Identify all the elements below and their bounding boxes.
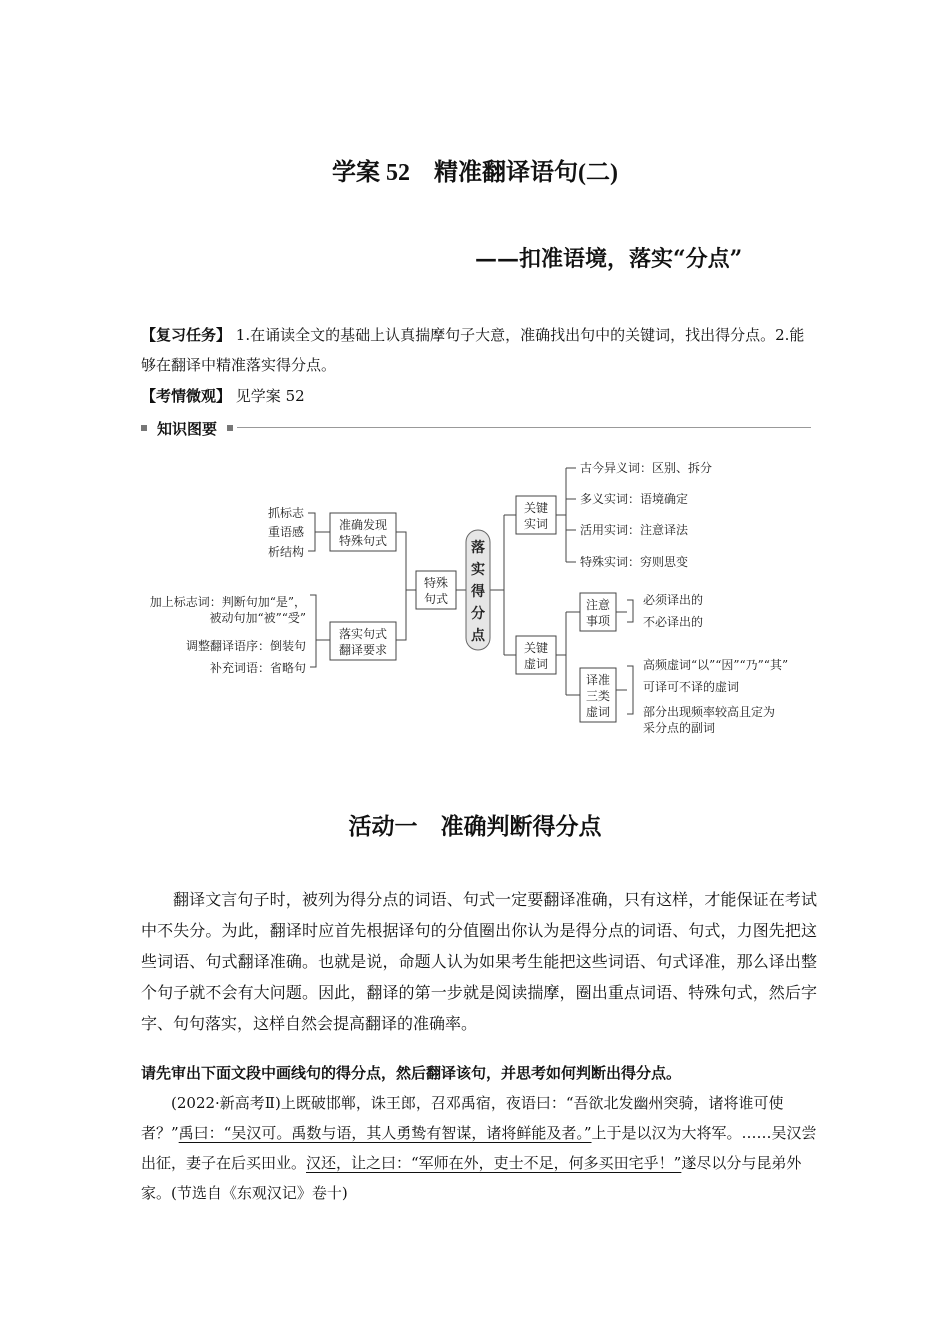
exam-overview-text: 见学案 52 bbox=[235, 387, 305, 405]
node-special-syntax-line2: 句式 bbox=[423, 592, 449, 606]
knowledge-mind-map bbox=[140, 450, 820, 750]
node-key-function-line1: 关键 bbox=[523, 641, 549, 655]
section-label: 知识图要 bbox=[157, 420, 218, 438]
node-key-content-line1: 关键 bbox=[523, 501, 549, 515]
leaf-special-words: 特殊实词：穷则思变 bbox=[580, 555, 689, 569]
section-divider bbox=[237, 427, 811, 428]
exam-overview-label: 【考情微观】 bbox=[141, 387, 232, 405]
review-task-text: 1.在诵读全文的基础上认真揣摩句子大意，准确找出句中的关键词，找出得分点。2.能够在翻译中精准落实得分点。 bbox=[141, 326, 805, 374]
leaf-flexible-use: 活用实词：注意译法 bbox=[580, 523, 689, 537]
leaf-need-not-translate: 不必译出的 bbox=[643, 615, 704, 629]
leaf-adverbs-2: 采分点的副词 bbox=[643, 721, 716, 735]
center-char-4: 分 bbox=[471, 606, 485, 622]
leaf-analyze-structure: 析结构 bbox=[267, 545, 304, 559]
leaf-supplement-words: 补充词语：省略句 bbox=[209, 661, 306, 675]
node-key-content-line2: 实词 bbox=[523, 517, 549, 531]
node-attention-line1: 注意 bbox=[585, 598, 611, 612]
leaf-add-markers-2: 被动句加“被”“受” bbox=[209, 611, 306, 625]
node-implement-syntax-line2: 翻译要求 bbox=[338, 643, 388, 657]
node-three-types-line3: 虚词 bbox=[585, 705, 611, 719]
center-char-5: 点 bbox=[471, 628, 485, 644]
center-char-2: 实 bbox=[471, 562, 485, 578]
leaf-optional: 可译可不译的虚词 bbox=[643, 680, 740, 694]
square-bullet-icon bbox=[141, 425, 147, 431]
node-key-function-line2: 虚词 bbox=[523, 657, 549, 671]
page-title: 学案 52 精准翻译语句(二) bbox=[332, 160, 618, 186]
leaf-polysemy: 多义实词：语境确定 bbox=[580, 492, 689, 506]
leaf-ancient-modern: 古今异义词：区别、拆分 bbox=[580, 461, 713, 475]
passage-text: (2022·新高考Ⅱ)上既破邯郸，诛王郎，召邓禹宿，夜语曰：“吾欲北发幽州突骑，诸将谁可使者？” bbox=[141, 1094, 784, 1142]
page-subtitle: ——扣准语境，落实“分点” bbox=[475, 246, 743, 272]
node-find-special-syntax-line2: 特殊句式 bbox=[338, 534, 388, 548]
review-task-label: 【复习任务】 bbox=[141, 326, 232, 344]
node-attention-line2: 事项 bbox=[585, 614, 611, 628]
node-find-special-syntax-line1: 准确发现 bbox=[338, 518, 388, 532]
leaf-adjust-order: 调整翻译语序：倒装句 bbox=[185, 639, 306, 653]
passage-text: 遂尽以分与昆弟外家。(节选自《东观汉记》卷十) bbox=[141, 1154, 802, 1202]
leaf-add-markers-1: 加上标志词：判断句加“是”， bbox=[149, 595, 306, 609]
classical-passage bbox=[141, 1088, 817, 1208]
leaf-high-frequency: 高频虚词“以”“因”“乃”“其” bbox=[643, 658, 789, 672]
leaf-must-translate: 必须译出的 bbox=[643, 593, 704, 607]
leaf-adverbs-1: 部分出现频率较高且定为 bbox=[643, 705, 776, 719]
review-task bbox=[141, 320, 816, 380]
section-header-knowledge-map bbox=[141, 416, 811, 442]
center-char-3: 得 bbox=[471, 584, 485, 600]
activity-paragraph: 翻译文言句子时，被列为得分点的词语、句式一定要翻译准确，只有这样，才能保证在考试中不失分。为此，翻译时应首先根据译句的分值圈出你认为是得分点的词语、句式，力图先把这些词语、句式翻译准确。也就是说，命题人认为如果考生能把这些词语、句式译准，那么译出整个句子就不会有大问题。因此，翻译的第一步就是阅读揣摩，圈出重点词语、特殊句式，然后字字、句句落实，这样自然会提高翻译的准确率。 bbox=[141, 890, 817, 1033]
leaf-mark-signal: 抓标志 bbox=[267, 506, 304, 520]
node-special-syntax-line1: 特殊 bbox=[423, 576, 449, 590]
exam-overview bbox=[141, 381, 816, 411]
leaf-language-sense: 重语感 bbox=[267, 525, 304, 539]
center-char-1: 落 bbox=[471, 540, 485, 556]
question-prompt: 请先审出下面文段中画线句的得分点，然后翻译该句，并思考如何判断出得分点。 bbox=[141, 1064, 682, 1082]
node-three-types-line2: 三类 bbox=[585, 689, 611, 703]
activity-title: 活动一 准确判断得分点 bbox=[348, 813, 602, 840]
node-three-types-line1: 译准 bbox=[585, 673, 611, 687]
underlined-sentence: 汉还，让之曰：“军师在外，吏士不足，何多买田宅乎！” bbox=[306, 1154, 682, 1172]
underlined-sentence: 禹曰：“吴汉可。禹数与语，其人勇鸷有智谋，诸将鲜能及者。” bbox=[178, 1124, 592, 1142]
square-bullet-icon bbox=[227, 425, 233, 431]
passage-text: 上于是以汉为大将军。……吴汉尝出征，妻子在后买田业。 bbox=[141, 1124, 817, 1172]
node-implement-syntax-line1: 落实句式 bbox=[338, 627, 388, 641]
